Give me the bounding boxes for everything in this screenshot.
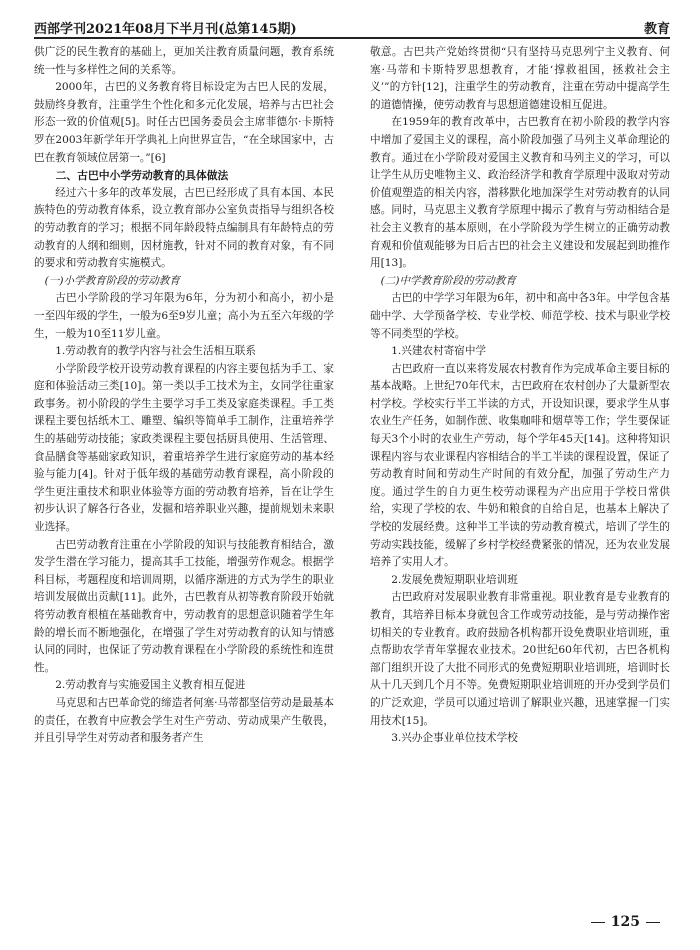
section-heading: 二、古巴中小学劳动教育的具体做法: [55, 169, 229, 183]
paragraph: 古巴政府一直以来将发展农村教育作为完成革命主要目标的基本战略。上世纪70年代末，古巴政府在农村创办了大量新型农村学校。学校实行半工半读的方式，开设知识课，要求学生从事农业生产任务，如制作蔗、收集咖啡和烟草等工作；学生要保证每天3个小时的农业生产劳动，每个学年45天[14]。这种将知识课程内容与农业课程内容相结合的半工半读的课程设置，保证了劳动教育时间和劳动生产时间的有效分配，加强了劳动生产力度。通过学生的自力更生校劳动课程为产出应用于学校日常供给，实现了学校的农、牛奶和粮食的自给自足，也基本上解决了学校的发展经费。这种半工半读的劳动教育模式，培训了学生的劳动实践技能，缓解了乡村学校经费紧张的情况，还为农业发展培养了实用人才。: [370, 362, 670, 569]
paragraph: 古巴劳动教育注重在小学阶段的知识与技能教育相结合，激发学生潜在学习能力，提高其手工技能，增强劳作观念。根据学科目标，考题程度和培训周期，以循序渐进的方式为学生的职业培训发展做出贡献[11]。此外，古巴教育从初等教育阶段开始就将劳动教育根植在基础教育中，劳动教育的思想意识随着学生年龄的增长而不断地强化，在增强了学生对劳动教育的认知与情感认同的同时，也保证了劳动教育课程在小学阶段的系统性和连贯性。: [34, 538, 334, 674]
paragraph: 1.劳动教育的教学内容与社会生活相互联系: [55, 345, 256, 358]
paragraph: 古巴小学阶段的学习年限为6年，分为初小和高小，初小是一至四年级的学生，一般为6至9岁儿童；高小为五至六年级的学生，一般为10至11岁儿童。: [34, 292, 334, 340]
paragraph: 古巴的中学学习年限为6年，初中和高中各3年。中学包含基础中学、大学预备学校、专业学校、师范学校、技术与职业学校等不同类型的学校。: [370, 292, 670, 340]
journal-title: 西部学刊2021年08月下半月刊(总第145期): [34, 22, 297, 37]
right-column: [370, 44, 670, 748]
footer-dash-right: [646, 922, 660, 923]
section-heading: (二)中学教育阶段的劳动教育: [380, 274, 516, 287]
page-footer: [585, 914, 666, 930]
paragraph: 3.兴办企事业单位技术学校: [391, 732, 518, 745]
paragraph: 马克思和古巴革命党的缔造者何塞·马蒂都坚信劳动是最基本的责任，在教育中应教会学生对生产劳动、劳动成果产生敬畏，并且引导学生对劳动者和服务者产生: [34, 696, 334, 745]
paragraph: 2000年，古巴的义务教育将目标设定为古巴人民的发展，鼓励终身教育，注重学生个性化和多元化发展，培养与古巴社会形态一致的价值观[5]。时任古巴国务委员会主席菲德尔·卡斯特罗在2003年新学年开学典礼上向世界宣告，“在全球国家中，古巴在教育领域位居第一。”[6]: [34, 81, 334, 164]
header-rule: [34, 37, 670, 39]
left-column: [34, 44, 334, 748]
page-number: 125: [610, 914, 640, 930]
paragraph: 古巴政府对发展职业教育非常重视。职业教育是专业教育的教育，其培养目标本身就包含工作或劳动技能，是与劳动操作密切相关的专业教育。政府鼓励各机构都开设免费职业培训班，重点帮助农学青年掌握农业技术。20世纪60年代初，古巴各机构部门组织开设了大批不同形式的免费短期职业培训班，培训时长从十几天到几个月不等。免费短期职业培训班的开办受到学员们的广泛欢迎，学员可以通过培训了解职业兴趣，迅速掌握一门实用技术[15]。: [370, 591, 670, 727]
paragraph: 经过六十多年的改革发展，古巴已经形成了具有本国、本民族特色的劳动教育体系，设立教育部办公室负责指导与组织各校的劳动教育的学习；根据不同年龄段特点编制具有年龄特点的劳动教育的人纲和细则，因材施教，针对不同的教育对象，有不同的要求和劳动教育实施模式。: [34, 186, 334, 270]
section-heading: (一)小学教育阶段的劳动教育: [44, 274, 180, 287]
paragraph: 在1959年的教育改革中，古巴教育在初小阶段的教学内容中增加了爱国主义的课程，高小阶段加强了马列主义革命理论的教育。通过在小学阶段对爱国主义教育和马列主义的学习，可以让学生从历史唯物主义、政治经济学和教育学原理中汲取对劳动价值观塑造的相关内容，潜移默化地加深学生对劳动教育的认同感。同时，马克思主义教育学原理中揭示了教育与劳动相结合是社会主义教育的基本原则，在小学阶段为学生树立的正确劳动教育观和价值观能够为日后古巴的社会主义建设和发展起到助推作用[13]。: [370, 116, 670, 270]
paragraph: 小学阶段学校开设劳动教育课程的内容主要包括为手工、家庭和体验活动三类[10]。第一类以手工技术为主，女同学往重家政事务。初小阶段的学生主要学习手工类及家庭类课程。手工类课程主要包括纸木工、雕塑、编织等简单手工制作，注重培养学生的基础劳动技能；家政类课程主要包括厨具使用、生活管理、食品膳食等基础家政知识，着重培养学生进行家庭劳动的基本经验与能力[4]。针对于低年级的基础劳动教育课程，高小阶段的学生更注重技术和职业体验等方面的劳动教育培养，旨在让学生初步认识了解各行各业，发掘和培养职业兴趣，提前规划未来职业选择。: [34, 362, 334, 534]
paragraph: 2.发展免费短期职业培训班: [391, 573, 518, 586]
page-header: [34, 14, 670, 38]
paragraph: 敬意。古巴共产党始终贯彻“只有坚持马克思列宁主义教育、何塞·马蒂和卡斯特罗思想教育，才能‘撑救祖国，拯救社会主义’”的方针[12]，注重学生的劳动教育，注重在劳动中提高学生的道德情操，使劳动教育与思想道德建设相互促进。: [370, 46, 670, 111]
section-label: 教育: [643, 22, 670, 37]
paragraph: 1.兴建农村寄宿中学: [391, 345, 487, 358]
paragraph: 供广泛的民生教育的基础上，更加关注教育质量问题，教育系统统一性与多样性之间的关系等。: [34, 46, 334, 76]
footer-dash-left: [591, 922, 605, 923]
paragraph: 2.劳动教育与实施爱国主义教育相互促进: [55, 679, 246, 692]
